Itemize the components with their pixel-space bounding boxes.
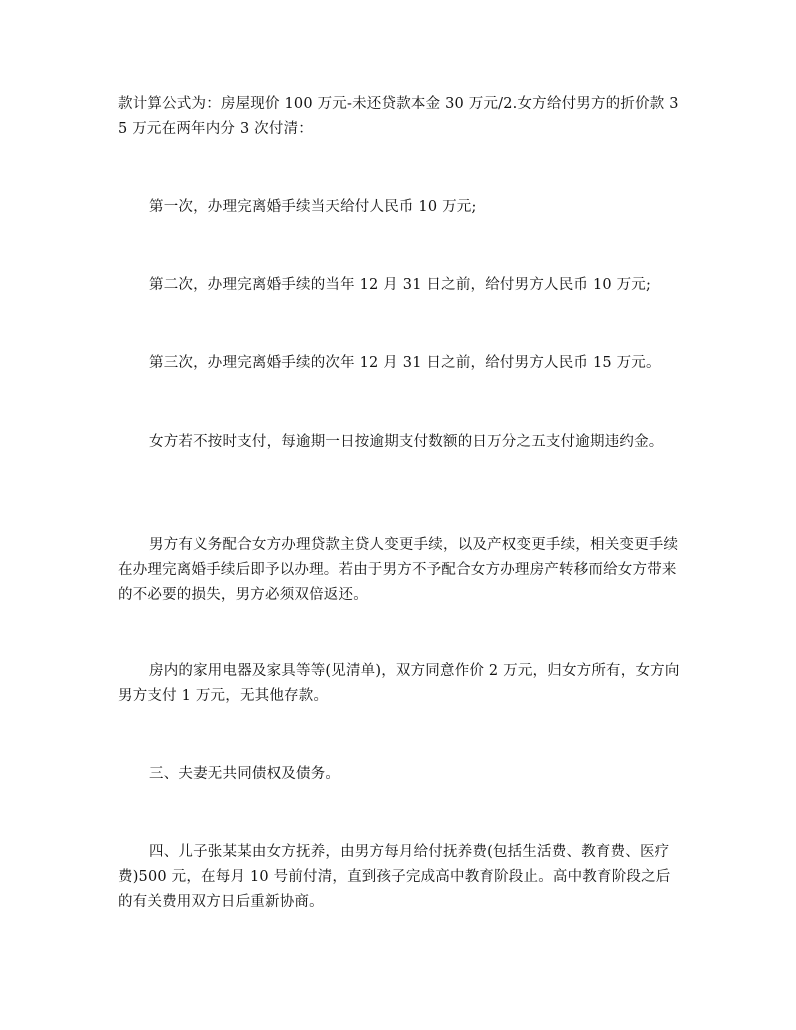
- paragraph-late-penalty: 女方若不按时支付，每逾期一日按逾期支付数额的日万分之五支付逾期违约金。: [149, 434, 664, 450]
- paragraph-first-payment: 第一次，办理完离婚手续当天给付人民币 10 万元;: [149, 199, 477, 215]
- paragraph-third-payment: 第三次，办理完离婚手续的次年 12 月 31 日之前，给付男方人民币 15 万元。: [149, 355, 661, 371]
- paragraph-loan-transfer: 男方有义务配合女方办理贷款主贷人变更手续，以及产权变更手续，相关变更手续在办理完离婚手续后即予以办理。若由于男方不予配合女方办理房产转移而给女方带来的不必要的损失，男方必须双倍返还。: [118, 537, 679, 603]
- paragraph-second-payment: 第二次，办理完离婚手续的当年 12 月 31 日之前，给付男方人民币 10 万元;: [149, 277, 652, 293]
- paragraph-price-formula: 款计算公式为：房屋现价 100 万元-未还贷款本金 30 万元/2.女方给付男方的折价款 35 万元在两年内分 3 次付清：: [118, 96, 679, 137]
- paragraph-child-support: 四、儿子张某某由女方抚养，由男方每月给付抚养费(包括生活费、教育费、医疗费)500 元，在每月 10 号前付清，直到孩子完成高中教育阶段止。高中教育阶段之后的有关费用双方日后重新协商。: [118, 844, 671, 910]
- paragraph-household-items: 房内的家用电器及家具等等(见清单)，双方同意作价 2 万元，归女方所有，女方向男方支付 1 万元，无其他存款。: [118, 663, 680, 704]
- paragraph-no-debts: 三、夫妻无共同债权及债务。: [149, 766, 341, 782]
